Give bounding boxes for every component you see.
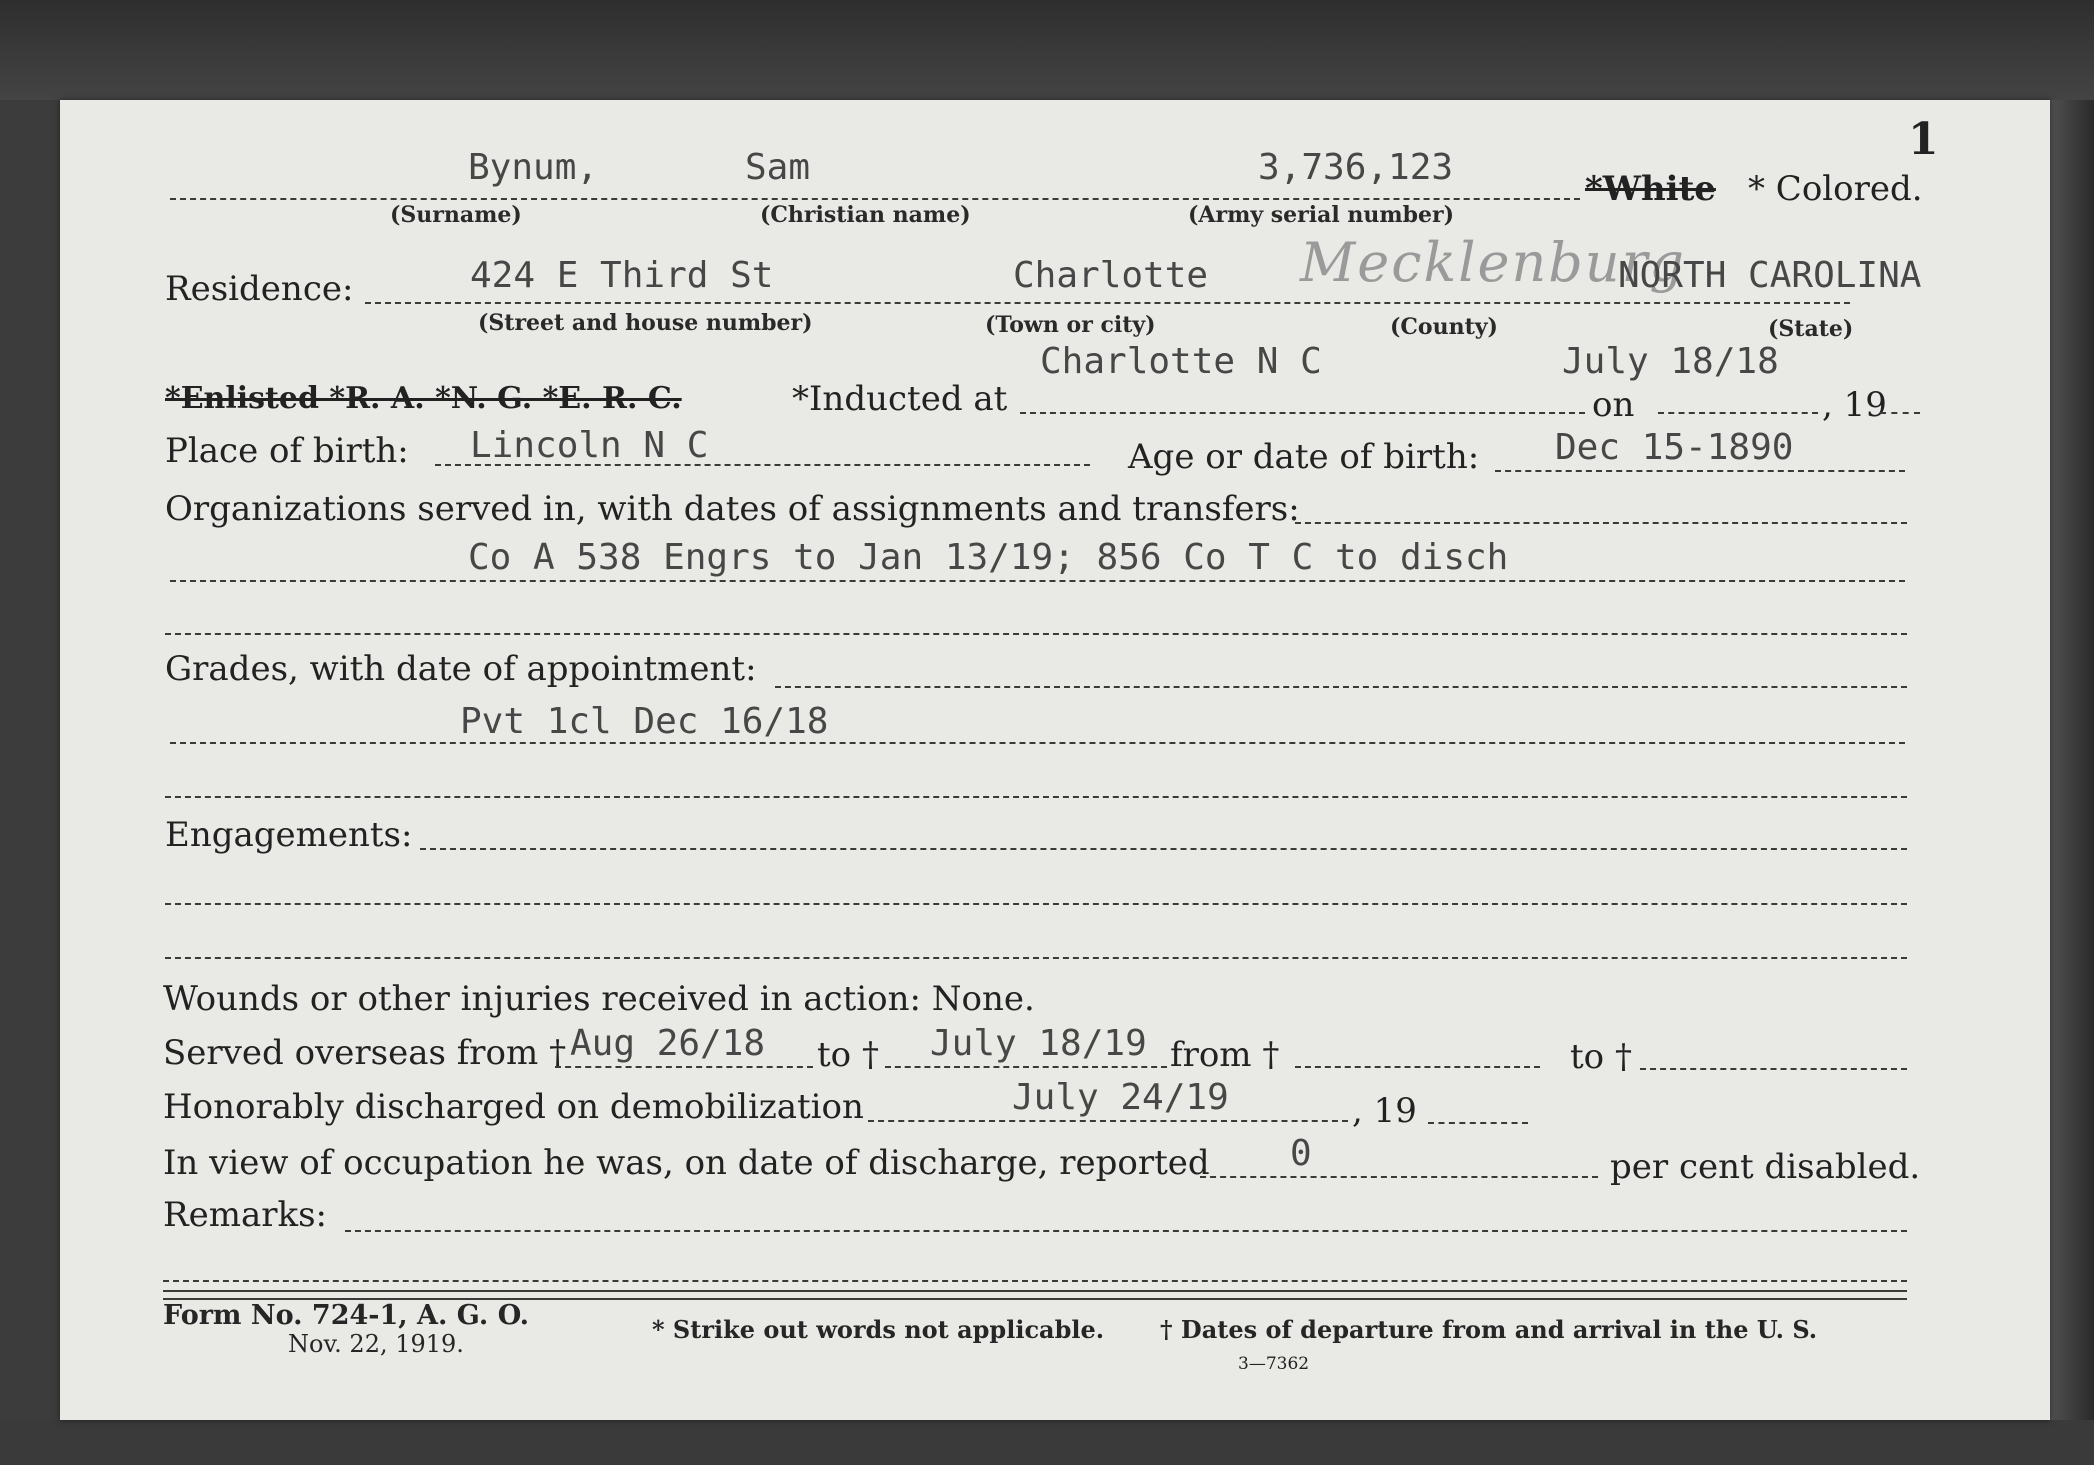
- engagements-line-1: [420, 848, 1907, 850]
- grades-line-2: [170, 742, 1905, 744]
- print-code: 3—7362: [1238, 1354, 1310, 1374]
- residence-label: Residence:: [165, 269, 354, 309]
- name-row-line: [170, 198, 1580, 200]
- state-caption: (State): [1768, 316, 1854, 342]
- residence-street-value: 424 E Third St: [470, 255, 774, 296]
- overseas-to-line: [885, 1066, 1167, 1068]
- disability-line: [1200, 1176, 1598, 1178]
- birth-date-line: [1495, 470, 1905, 472]
- overseas-from-line: [555, 1066, 813, 1068]
- race-colored-option: * Colored.: [1748, 169, 1923, 209]
- birth-date-label: Age or date of birth:: [1128, 437, 1480, 477]
- disability-suffix: per cent disabled.: [1610, 1147, 1921, 1187]
- form-number: Form No. 724-1, A. G. O.: [163, 1300, 530, 1331]
- race-white-option: *White: [1585, 169, 1716, 209]
- dates-note: † Dates of departure from and arrival in the U. S.: [1160, 1315, 1818, 1344]
- discharge-year-suffix: , 19: [1352, 1091, 1417, 1131]
- county-caption: (County): [1390, 314, 1498, 340]
- residence-line: [365, 302, 1850, 304]
- residence-town-value: Charlotte: [1013, 255, 1209, 296]
- street-caption: (Street and house number): [478, 310, 813, 336]
- wounds-text: Wounds or other injuries received in action: None.: [163, 979, 1035, 1019]
- overseas-to2-label: to †: [1570, 1037, 1632, 1077]
- town-caption: (Town or city): [985, 312, 1156, 338]
- overseas-from-label: Served overseas from †: [163, 1033, 567, 1073]
- engagements-line-2: [165, 903, 1907, 905]
- remarks-line-1: [345, 1230, 1907, 1232]
- organizations-label: Organizations served in, with dates of assignments and transfers:: [165, 489, 1300, 529]
- induction-date-value: July 18/18: [1562, 341, 1779, 382]
- serial-number-caption: (Army serial number): [1188, 202, 1455, 228]
- engagements-line-3: [165, 957, 1907, 959]
- organizations-value: Co A 538 Engrs to Jan 13/19; 856 Co T C to disch: [468, 537, 1509, 578]
- christian-name-value: Sam: [745, 147, 811, 188]
- organizations-line-2: [170, 580, 1905, 582]
- inducted-at-label: *Inducted at: [792, 379, 1008, 419]
- induction-year-suffix: , 19: [1822, 385, 1887, 425]
- birth-place-value: Lincoln N C: [470, 425, 709, 466]
- overseas-from-date: Aug 26/18: [570, 1023, 766, 1064]
- footer-rule-1: [163, 1290, 1907, 1292]
- overseas-from2-line: [1295, 1066, 1540, 1068]
- surname-caption: (Surname): [390, 202, 522, 228]
- serial-number-value: 3,736,123: [1258, 147, 1454, 188]
- remarks-line-2: [163, 1280, 1907, 1282]
- overseas-from2-label: from †: [1170, 1035, 1280, 1075]
- disability-label: In view of occupation he was, on date of discharge, reported: [163, 1143, 1210, 1183]
- scan-background-bottom: [0, 1420, 2094, 1465]
- disability-value: 0: [1290, 1133, 1312, 1174]
- discharge-date-line: [868, 1120, 1348, 1122]
- discharge-year-line: [1428, 1122, 1528, 1124]
- residence-state-value: NORTH CAROLINA: [1618, 255, 1922, 296]
- grades-value: Pvt 1cl Dec 16/18: [460, 701, 829, 742]
- discharge-label: Honorably discharged on demobilization: [163, 1087, 864, 1127]
- grades-line-1: [775, 686, 1907, 688]
- birth-date-value: Dec 15-1890: [1555, 427, 1794, 468]
- birth-place-label: Place of birth:: [165, 431, 409, 471]
- induction-place-value: Charlotte N C: [1040, 341, 1322, 382]
- scan-background-top: [0, 0, 2094, 100]
- surname-value: Bynum,: [468, 147, 599, 188]
- organizations-line-3: [165, 633, 1907, 635]
- induction-on-label: on: [1592, 385, 1635, 425]
- enlistment-options-struck: *Enlisted *R. A. *N. G. *E. R. C.: [165, 381, 682, 416]
- grades-label: Grades, with date of appointment:: [165, 649, 757, 689]
- overseas-to-date: July 18/19: [930, 1023, 1147, 1064]
- remarks-label: Remarks:: [163, 1195, 327, 1235]
- residence-county-handwritten: Mecklenburg: [1300, 231, 1686, 294]
- service-record-card: [60, 100, 2050, 1420]
- overseas-to2-line: [1640, 1068, 1907, 1070]
- induction-place-line: [1020, 412, 1585, 414]
- organizations-line-1: [1295, 522, 1907, 524]
- induction-year-line: [1880, 412, 1920, 414]
- strike-out-note: * Strike out words not applicable.: [652, 1315, 1105, 1344]
- christian-name-caption: (Christian name): [760, 202, 971, 228]
- engagements-label: Engagements:: [165, 815, 413, 855]
- grades-line-3: [165, 796, 1907, 798]
- induction-date-line: [1658, 412, 1818, 414]
- card-number: 1: [1908, 114, 1939, 165]
- discharge-date: July 24/19: [1012, 1077, 1229, 1118]
- form-date: Nov. 22, 1919.: [288, 1330, 464, 1358]
- overseas-to-label: to †: [817, 1035, 879, 1075]
